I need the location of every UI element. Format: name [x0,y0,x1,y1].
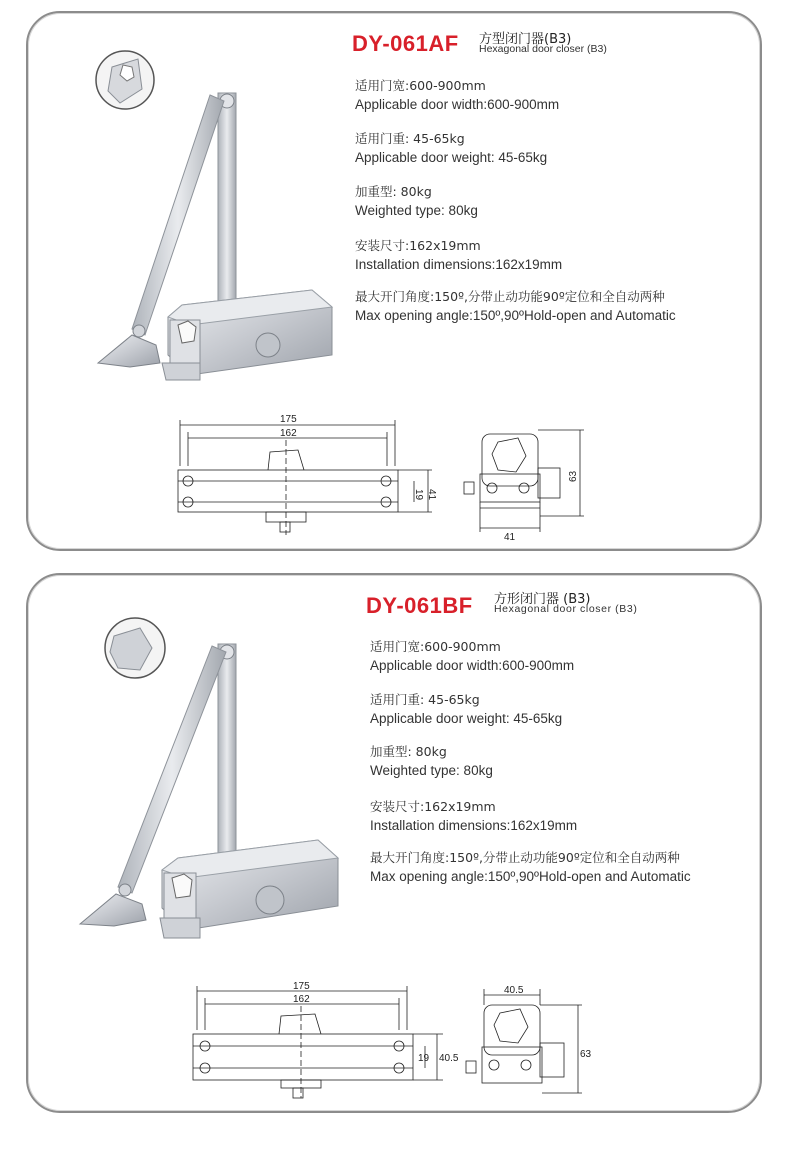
door-closer-photo [90,45,350,385]
dim-body-height: 40.5 [439,1053,459,1064]
model-number: DY-061BF [366,593,473,618]
side-view-drawing [460,420,590,545]
spec-door-weight: 适用门重: 45-65kg Applicable door weight: 45-65kg [355,131,548,165]
dim-overall-length: 175 [293,981,310,992]
spec-door-weight: 适用门重: 45-65kg Applicable door weight: 45-65kg [370,692,563,726]
spec-weighted-type: 加重型: 80kg Weighted type: 80kg [355,184,478,218]
dim-inner-length: 162 [293,994,310,1005]
product-title-en: Hexagonal door closer (B3) [479,43,607,55]
side-view-drawing [462,985,592,1100]
spec-opening-angle: 最大开门角度:150º,分带止动功能90º定位和全自动两种 Max opening angle:150º,90ºHold-open and Automatic [355,289,676,323]
dim-side-width: 41 [504,532,516,543]
front-view-drawing [185,980,465,1100]
spec-door-width: 适用门宽:600-900mm Applicable door width:600-900mm [370,639,575,673]
spec-weighted-type: 加重型: 80kg Weighted type: 80kg [370,744,493,778]
spec-opening-angle: 最大开门角度:150º,分带止动功能90º定位和全自动两种 Max opening angle:150º,90ºHold-open and Automatic [370,850,691,884]
dim-side-width: 40.5 [504,985,524,996]
dim-mount-height: 19 [413,489,424,501]
door-closer-photo [80,608,350,948]
dim-inner-length: 162 [280,428,297,439]
dim-body-height: 41 [426,489,437,501]
product-title-en: Hexagonal door closer (B3) [494,603,638,615]
spec-installation-dimensions: 安装尺寸:162x19mm Installation dimensions:162x19mm [355,238,563,272]
product-title-cn: 方型闭门器(B3) [479,32,572,47]
model-number: DY-061AF [352,31,459,56]
spec-installation-dimensions: 安装尺寸:162x19mm Installation dimensions:162x19mm [370,799,578,833]
product-title-cn: 方形闭门器 (B3) [494,592,591,607]
dim-side-height: 63 [580,1049,592,1060]
front-view-drawing [170,410,440,540]
spec-door-width: 适用门宽:600-900mm Applicable door width:600-900mm [355,78,560,112]
dim-side-height: 63 [568,470,579,482]
dim-overall-length: 175 [280,414,297,425]
dim-mount-height: 19 [418,1053,430,1064]
